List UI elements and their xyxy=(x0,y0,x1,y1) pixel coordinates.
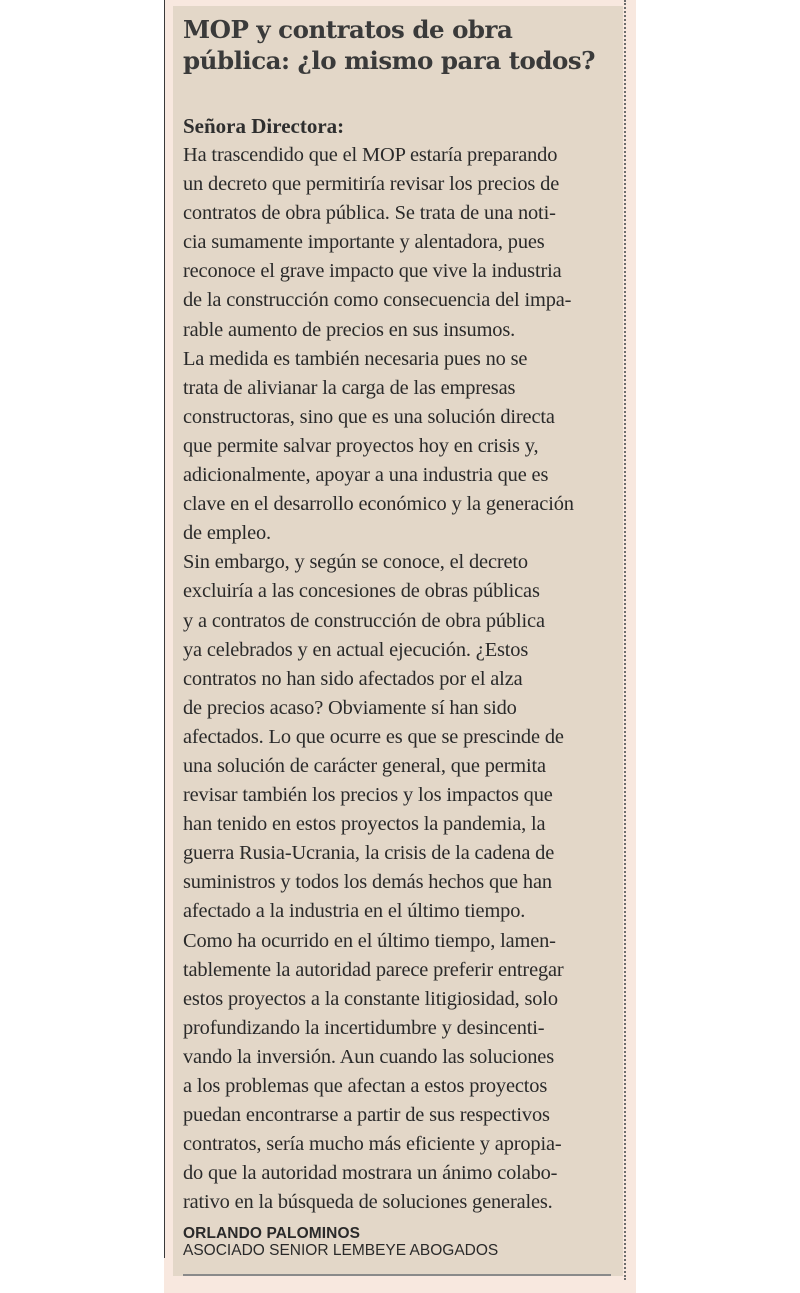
text-line: reconoce el grave impacto que vive la industria xyxy=(183,260,562,283)
text-line: trata de alivianar la carga de las empresas xyxy=(183,376,516,399)
text-line: y a contratos de construcción de obra pública xyxy=(183,609,545,632)
text-line: contratos de obra pública. Se trata de una noti- xyxy=(183,202,556,225)
author-name: ORLANDO PALOMINOS xyxy=(183,1225,361,1243)
column-divider-dotted xyxy=(624,0,626,1280)
text-line: constructoras, sino que es una solución directa xyxy=(183,405,555,428)
headline-line: MOP y contratos de obra xyxy=(183,15,513,44)
letter-headline xyxy=(183,14,613,76)
text-line: La medida es también necesaria pues no se xyxy=(183,347,528,370)
text-line: rable aumento de precios en sus insumos. xyxy=(183,318,516,341)
text-line: un decreto que permitiría revisar los precios de xyxy=(183,173,560,196)
text-line: do que la autoridad mostrara un ánimo colabo- xyxy=(183,1162,558,1185)
text-line: estos proyectos a la constante litigiosidad, solo xyxy=(183,987,558,1010)
letter-body xyxy=(183,141,613,1217)
text-line: ya celebrados y en actual ejecución. ¿Estos xyxy=(183,638,529,661)
text-line: a los problemas que afectan a estos proyectos xyxy=(183,1075,548,1097)
bottom-divider xyxy=(183,1274,611,1276)
text-line: revisar también los precios y los impactos que xyxy=(183,784,553,807)
headline-line: pública: ¿lo mismo para todos? xyxy=(183,46,596,75)
text-line: rativo en la búsqueda de soluciones generales. xyxy=(183,1191,553,1214)
text-line: guerra Rusia-Ucrania, la crisis de la cadena de xyxy=(183,842,555,865)
text-line: afectado a la industria en el último tiempo. xyxy=(183,900,526,923)
letter-paragraph xyxy=(183,141,613,345)
text-line: afectados. Lo que ocurre es que se prescinde de xyxy=(183,725,564,748)
text-line: Como ha ocurrido en el último tiempo, lamen- xyxy=(183,929,556,952)
text-line: puedan encontrarse a partir de sus respectivos xyxy=(183,1104,550,1127)
text-line: han tenido en estos proyectos la pandemia, la xyxy=(183,813,546,836)
column-divider-left xyxy=(164,0,165,1258)
text-line: Sin embargo, y según se conoce, el decreto xyxy=(183,551,528,574)
text-line: de la construcción como consecuencia del impa- xyxy=(183,289,572,312)
text-line: de empleo. xyxy=(183,522,271,545)
text-line: adicionalmente, apoyar a una industria que es xyxy=(183,464,549,487)
letter-paragraph xyxy=(183,927,613,1218)
text-line: profundizando la incertidumbre y desincenti- xyxy=(183,1016,545,1039)
text-line: contratos, sería mucho más eficiente y apropia- xyxy=(183,1133,562,1156)
text-line: clave en el desarrollo económico y la generación xyxy=(183,493,574,516)
text-line: de precios acaso? Obviamente sí han sido xyxy=(183,696,517,719)
text-line: contratos no han sido afectados por el alza xyxy=(183,667,523,690)
text-line: suministros y todos los demás hechos que han xyxy=(183,871,552,894)
text-line: vando la inversión. Aun cuando las soluciones xyxy=(183,1045,554,1068)
text-line: que permite salvar proyectos hoy en crisis y, xyxy=(183,434,539,457)
letter-card xyxy=(173,6,623,1276)
salutation: Señora Directora: xyxy=(183,114,345,138)
text-line: Ha trascendido que el MOP estaría preparando xyxy=(183,144,558,166)
text-line: tablemente la autoridad parece preferir entregar xyxy=(183,958,564,981)
letter-paragraph xyxy=(183,548,613,926)
letter-paragraph xyxy=(183,345,613,549)
text-line: excluiría a las concesiones de obras públicas xyxy=(183,580,540,603)
text-line: cia sumamente importante y alentadora, pues xyxy=(183,231,545,254)
author-title: ASOCIADO SENIOR LEMBEYE ABOGADOS xyxy=(183,1242,499,1260)
text-line: una solución de carácter general, que permita xyxy=(183,754,546,777)
